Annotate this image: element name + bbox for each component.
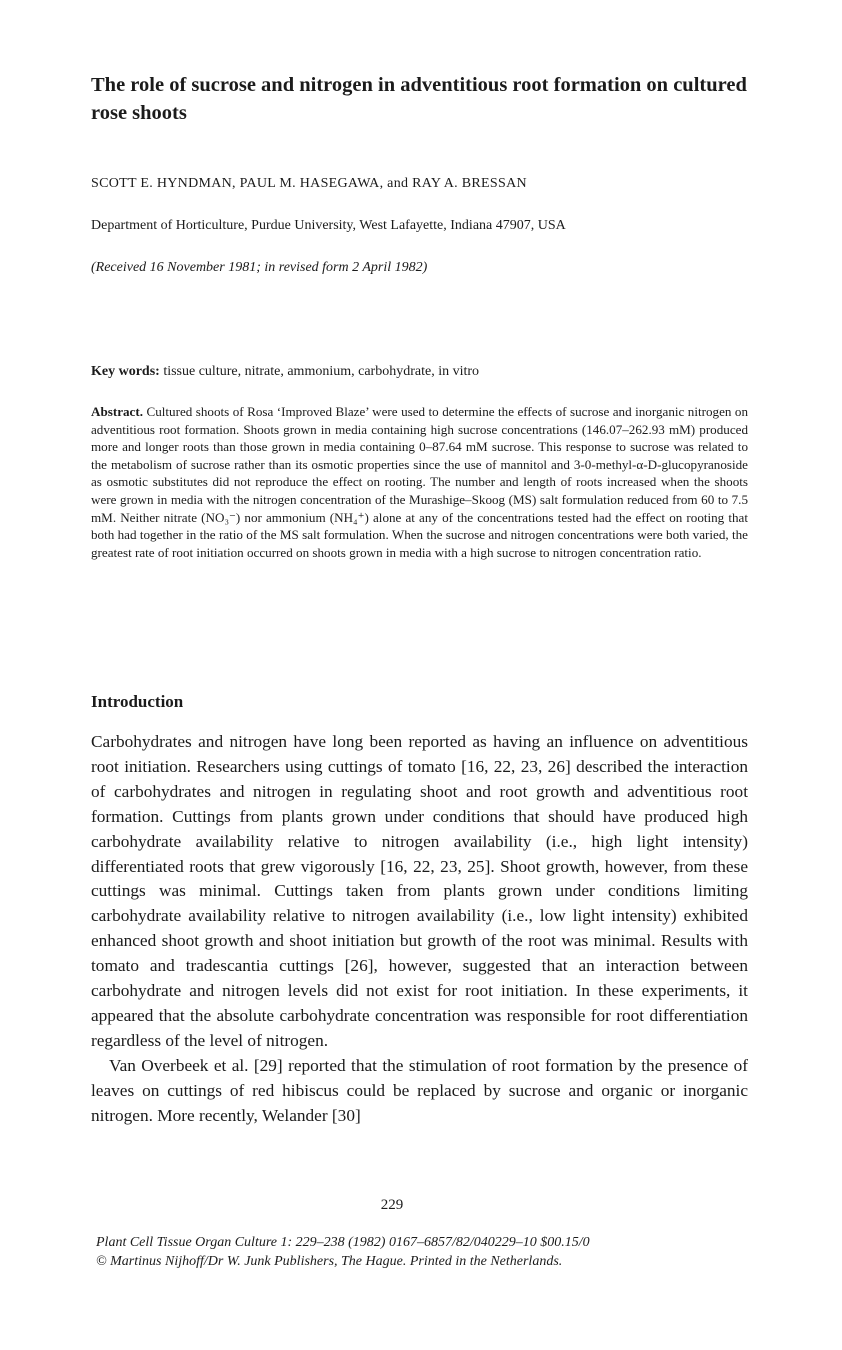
- introduction-body: [91, 730, 748, 1129]
- citation-line: Plant Cell Tissue Organ Culture 1: 229–238 (1982) 0167–6857/82/040229–10 $00.15/0: [96, 1235, 590, 1250]
- affiliation: Department of Horticulture, Purdue University, West Lafayette, Indiana 47907, USA: [91, 218, 566, 233]
- article-title: The role of sucrose and nitrogen in adventitious root formation on cultured rose shoots: [91, 74, 747, 124]
- section-heading: Introduction: [91, 692, 184, 711]
- author-list: SCOTT E. HYNDMAN, PAUL M. HASEGAWA, and RAY A. BRESSAN: [91, 176, 527, 191]
- paragraph: Van Overbeek et al. [29] reported that the stimulation of root formation by the presence of leaves on cuttings of red hibiscus could be replaced by sucrose and organic or inorganic nitrogen. More recently, Welander [30]: [91, 1055, 748, 1125]
- abstract: [91, 403, 748, 561]
- keywords: [91, 364, 479, 380]
- abstract-label: Abstract.: [91, 404, 143, 419]
- abstract-text: Cultured shoots of Rosa ‘Improved Blaze’ were used to determine the effects of sucrose and inorganic nitrogen on adventitious root formation. Shoots grown in media containing high sucrose concentrations (146.07–262.93 mM) produced more and longer roots than those grown in media containing 0–87.64 mM sucrose. This response to sucrose was related to the metabolism of sucrose rather than its osmotic properties since the use of mannitol and 3-0-methyl-α-D-glucopyranoside as osmotic substitutes did not reproduce the effect on rooting. The number and length of roots increased when the shoots were grown in media with the nitrogen concentration of the Murashige–Skoog (MS) salt formulation reduced from 60 to 7.5 mM. Neither nitrate (NO₃⁻) nor ammonium (NH₄⁺) alone at any of the concentrations tested had the effect on rooting that both had together in the ratio of the MS salt formulation. When the sucrose and nitrogen concentrations were both varied, the greatest rate of root initiation occurred on shoots grown in media with a high sucrose to nitrogen concentration ratio.: [91, 404, 749, 560]
- paragraph: Carbohydrates and nitrogen have long been reported as having an influence on adventitious root initiation. Researchers using cuttings of tomato [16, 22, 23, 26] described the interaction of carbohydrates and nitrogen in regulating shoot and root growth and adventitious root formation. Cuttings from plants grown under conditions that should have produced high carbohydrate availability relative to nitrogen availability (i.e., high light intensity) differentiated roots that grew vigorously [16, 22, 23, 25]. Shoot growth, however, from these cuttings was minimal. Cuttings taken from plants grown under conditions limiting carbohydrate availability relative to nitrogen availability (i.e., low light intensity) exhibited enhanced shoot growth and shoot initiation but growth of the root was minimal. Results with tomato and tradescantia cuttings [26], however, suggested that an interaction between carbohydrate and nitrogen levels did not exist for root initiation. In these experiments, it appeared that the absolute carbohydrate concentration was responsible for root differentiation regardless of the level of nitrogen.: [91, 732, 748, 1050]
- keywords-text: tissue culture, nitrate, ammonium, carbohydrate, in vitro: [163, 364, 480, 379]
- journal-footer: [96, 1233, 751, 1271]
- received-dates: (Received 16 November 1981; in revised form 2 April 1982): [91, 260, 428, 275]
- page-number: 229: [380, 1197, 404, 1213]
- copyright-line: © Martinus Nijhoff/Dr W. Junk Publishers, The Hague. Printed in the Netherlands.: [96, 1254, 563, 1269]
- keywords-label: Key words:: [91, 364, 160, 379]
